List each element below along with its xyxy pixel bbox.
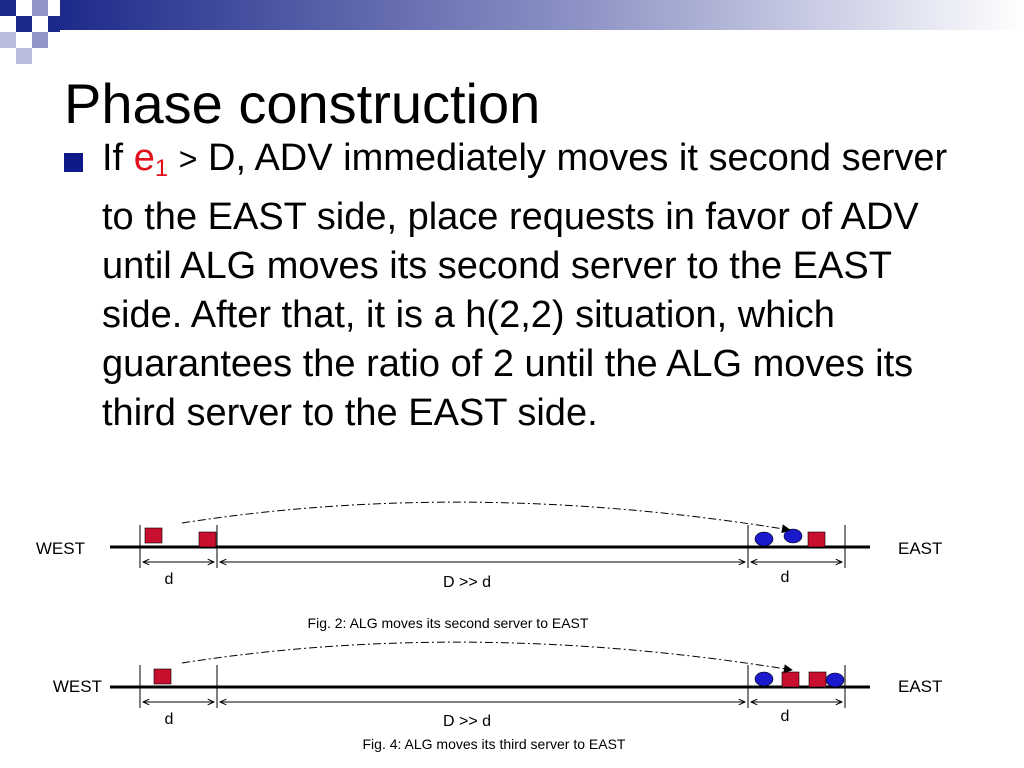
- gap-label-right: d: [780, 708, 790, 725]
- west-label: WEST: [35, 539, 85, 558]
- adv-server: [755, 672, 773, 686]
- east-label: EAST: [898, 539, 943, 558]
- figure-2: [36, 502, 943, 631]
- alg-server: [199, 532, 216, 547]
- alg-server: [809, 672, 826, 687]
- west-label: WEST: [52, 677, 102, 696]
- adv-server: [784, 529, 802, 543]
- east-label: EAST: [898, 677, 943, 696]
- alg-server: [808, 532, 825, 547]
- slide-title: Phase construction: [64, 72, 541, 135]
- variable-subscript: 1: [154, 155, 169, 182]
- gap-label-right: d: [780, 569, 790, 586]
- bullet-rest: D, ADV immediately moves it second server to the EAST side, place requests in favor of ADV until ALG moves its second server to the EAST side. After that, it is a h(2,2) situation, which guarantees the ratio of 2 until the ALG moves its third server to the EAST side.: [102, 137, 948, 434]
- gap-label-left: d: [164, 571, 174, 588]
- variable-base: e: [133, 137, 155, 179]
- bullet-if: If: [102, 137, 124, 179]
- movement-arc-arrow: [182, 642, 792, 670]
- figure-caption: Fig. 2: ALG moves its second server to EAST: [307, 615, 589, 631]
- alg-server: [782, 672, 799, 687]
- gap-label-middle: D >> d: [442, 574, 492, 591]
- gap-label-left: d: [164, 711, 174, 728]
- adv-server: [755, 532, 773, 546]
- alg-server: [154, 669, 171, 684]
- figure-caption: Fig. 4: ALG moves its third server to EAST: [362, 736, 626, 752]
- greater-than-sign: >: [178, 141, 198, 177]
- alg-server: [145, 528, 162, 543]
- gap-label-middle: D >> d: [442, 713, 492, 730]
- adv-server: [826, 673, 844, 687]
- figure-4: [53, 642, 943, 752]
- movement-arc-arrow: [182, 502, 790, 530]
